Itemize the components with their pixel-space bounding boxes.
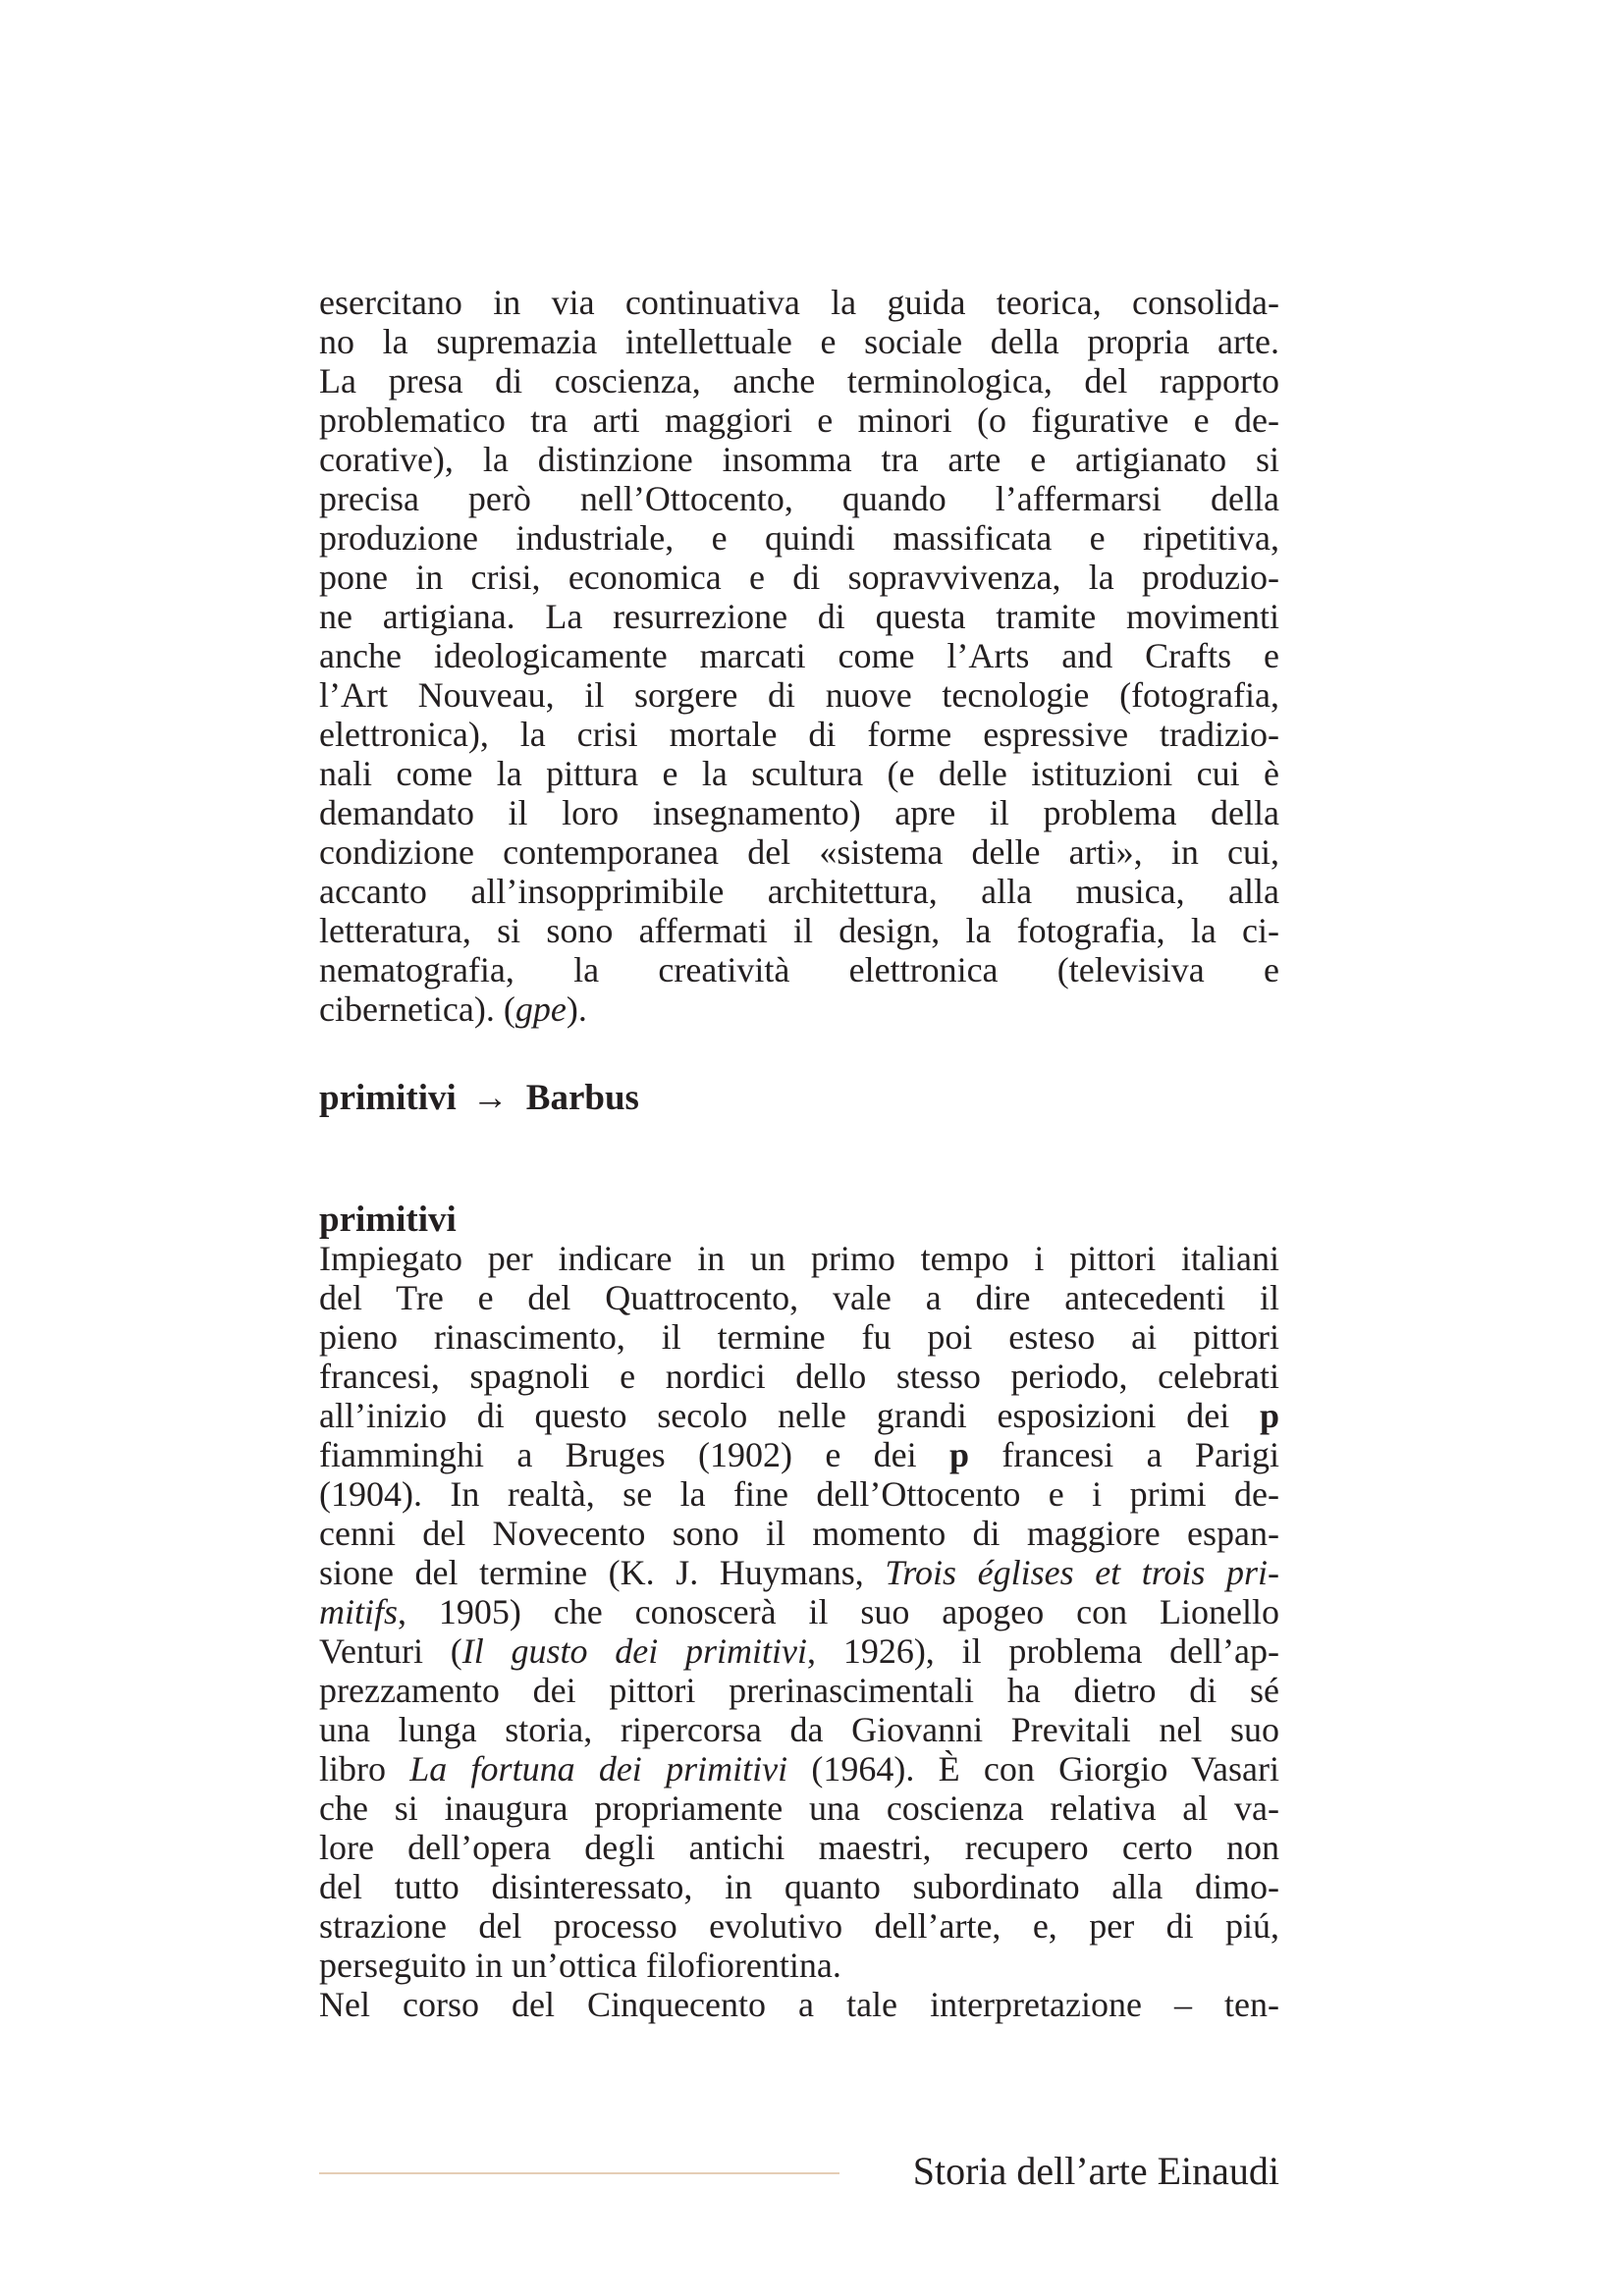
text-run: ). xyxy=(566,989,587,1029)
text-line: perseguito in un’ottica filofiorentina. xyxy=(319,1946,841,1985)
text-line: francesi, spagnoli e nordici dello stesso periodo, celebrati xyxy=(319,1357,1279,1396)
text-run: fiamminghi a Bruges (1902) e dei xyxy=(319,1435,949,1474)
text-line: problematico tra arti maggiori e minori (o figurative e de- xyxy=(319,400,1279,440)
text-line: corative), la distinzione insomma tra arte e artigianato si xyxy=(319,440,1279,479)
text-line: precisa però nell’Ottocento, quando l’affermarsi della xyxy=(319,479,1279,518)
text-line: l’Art Nouveau, il sorgere di nuove tecnologie (fotografia, xyxy=(319,675,1279,715)
text-line: elettronica), la crisi mortale di forme espressive tradizio- xyxy=(319,715,1279,754)
book-title: Trois églises et trois pri- xyxy=(885,1553,1280,1592)
text-line: cenni del Novecento sono il momento di maggiore espan- xyxy=(319,1514,1279,1553)
text-run: (1964). È con Giorgio Vasari xyxy=(787,1749,1279,1789)
text-line: nematografia, la creatività elettronica (televisiva e xyxy=(319,950,1279,989)
text-run: Venturi ( xyxy=(319,1631,462,1671)
text-run: all’inizio di questo secolo nelle grandi esposizioni dei xyxy=(319,1396,1260,1435)
text-line: lore dell’opera degli antichi maestri, recupero certo non xyxy=(319,1828,1279,1867)
text-line xyxy=(319,1553,1279,1592)
text-line: demandato il loro insegnamento) apre il problema della xyxy=(319,793,1279,832)
text-line: del Tre e del Quattrocento, vale a dire antecedenti il xyxy=(319,1278,1279,1317)
text-run: francesi a Parigi xyxy=(969,1435,1279,1474)
text-run: cibernetica). ( xyxy=(319,989,515,1029)
author-initials: gpe xyxy=(514,989,567,1029)
text-line xyxy=(319,1592,1279,1631)
text-line: anche ideologicamente marcati come l’Arts and Crafts e xyxy=(319,636,1279,675)
text-line: nali come la pittura e la scultura (e delle istituzioni cui è xyxy=(319,754,1279,793)
book-title: La fortuna dei primitivi xyxy=(409,1749,788,1789)
book-title: Il gusto dei primitivi xyxy=(461,1631,808,1671)
text-line xyxy=(319,1396,1279,1435)
text-line: condizione contemporanea del «sistema delle arti», in cui, xyxy=(319,832,1279,872)
text-line: produzione industriale, e quindi massificata e ripetitiva, xyxy=(319,518,1279,558)
text-line: letteratura, si sono affermati il design, la fotografia, la ci- xyxy=(319,911,1279,950)
text-line: ne artigiana. La resurrezione di questa tramite movimenti xyxy=(319,597,1279,636)
text-line: del tutto disinteressato, in quanto subordinato alla dimo- xyxy=(319,1867,1279,1906)
text-line: pieno rinascimento, il termine fu poi esteso ai pittori xyxy=(319,1317,1279,1357)
arrow-right-icon: → xyxy=(471,1078,509,1118)
text-line xyxy=(319,1749,1279,1789)
text-line: (1904). In realtà, se la fine dell’Ottocento e i primi de- xyxy=(319,1474,1279,1514)
text-line: che si inaugura propriamente una coscienza relativa al va- xyxy=(319,1789,1279,1828)
text-run: , 1926), il problema dell’ap- xyxy=(807,1631,1280,1671)
text-line xyxy=(319,1631,1279,1671)
abbreviation-bold: p xyxy=(1259,1396,1279,1435)
abbreviation-bold: p xyxy=(949,1435,970,1474)
text-line: pone in crisi, economica e di sopravvivenza, la produzio- xyxy=(319,558,1279,597)
text-line: strazione del processo evolutivo dell’arte, e, per di piú, xyxy=(319,1906,1279,1946)
text-line: una lunga storia, ripercorsa da Giovanni Previtali nel suo xyxy=(319,1710,1279,1749)
text-run: sione del termine (K. J. Huymans, xyxy=(319,1553,886,1592)
text-line xyxy=(319,1435,1279,1474)
text-line: accanto all’insopprimibile architettura, alla musica, alla xyxy=(319,872,1279,911)
text-line xyxy=(319,989,1279,1029)
text-run: libro xyxy=(319,1749,410,1789)
crossref-heading xyxy=(319,1078,639,1119)
text-line: Nel corso del Cinquecento a tale interpretazione – ten- xyxy=(319,1985,1279,2024)
entry-title: primitivi xyxy=(319,1200,457,1240)
text-line: no la supremazia intellettuale e sociale della propria arte. xyxy=(319,322,1279,361)
crossref-target[interactable]: Barbus xyxy=(525,1078,639,1118)
footer-publication-title: Storia dell’arte Einaudi xyxy=(912,2149,1279,2193)
book-title: mitifs xyxy=(319,1592,399,1631)
footer-rule xyxy=(319,2172,839,2174)
text-run: , 1905) che conoscerà il suo apogeo con Lionello xyxy=(398,1592,1279,1631)
text-line: La presa di coscienza, anche terminologica, del rapporto xyxy=(319,361,1279,400)
text-line: prezzamento dei pittori prerinascimentali ha dietro di sé xyxy=(319,1671,1279,1710)
text-line: Impiegato per indicare in un primo tempo i pittori italiani xyxy=(319,1239,1279,1278)
text-line: esercitano in via continuativa la guida teorica, consolida- xyxy=(319,283,1279,322)
crossref-term: primitivi xyxy=(319,1078,457,1118)
